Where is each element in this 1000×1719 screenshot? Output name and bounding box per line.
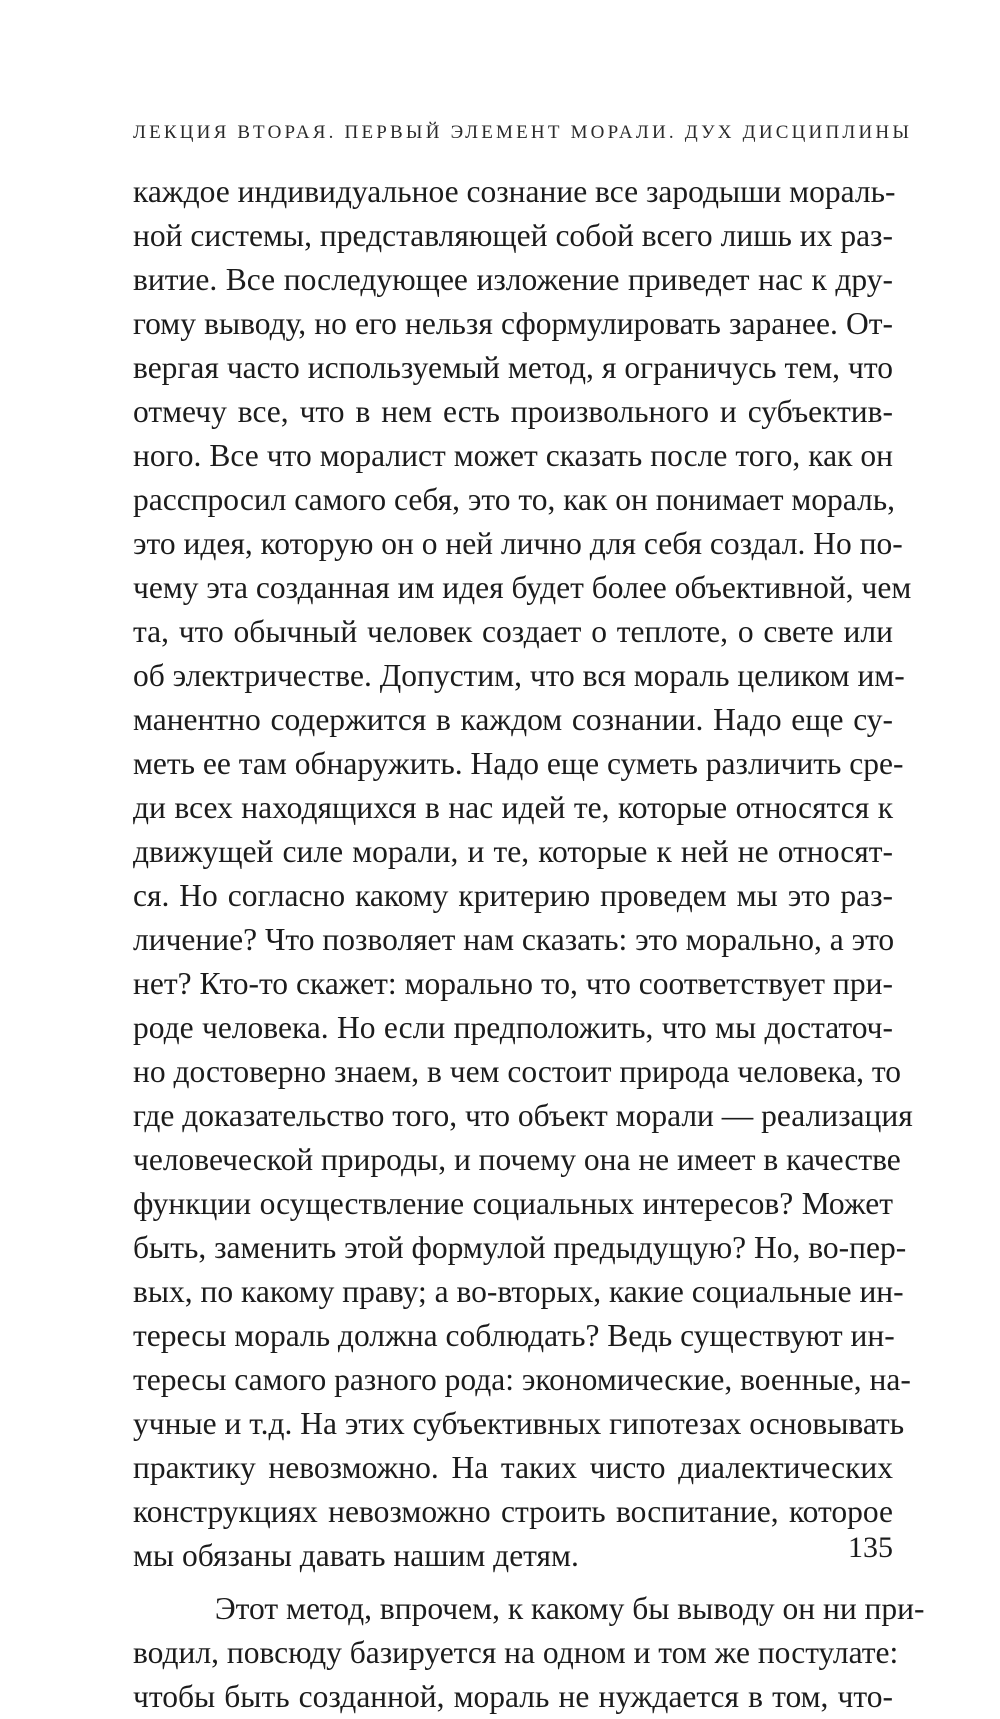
text-line: расспросил самого себя, это то, как он понимает мораль, [133,482,895,517]
text-line: личение? Что позволяет нам сказать: это морально, а это [133,922,895,957]
text-line: меть ее там обнаружить. Надо еще суметь различить сре- [133,746,904,781]
text-line: функции осуществление социальных интересов? Может [133,1186,893,1221]
text-line: тересы мораль должна соблюдать? Ведь существуют ин- [133,1318,895,1353]
text-line: роде человека. Но если предположить, что мы достаточ- [133,1010,893,1045]
text-line: мы обязаны давать нашим детям. [133,1538,579,1573]
text-line: тересы самого разного рода: экономические, военные, на- [133,1362,911,1397]
text-line: практику невозможно. На таких чисто диалектических [133,1450,893,1485]
text-line: Этот метод, впрочем, к какому бы выводу он ни при- [214,1591,925,1626]
text-line: вергая часто используемый метод, я ограничусь тем, что [133,350,893,385]
text-line: ди всех находящихся в нас идей те, которые относятся к [133,790,893,825]
paragraph-1 [133,170,913,1578]
text-line: быть, заменить этой формулой предыдущую? Но, во-пер- [133,1230,907,1265]
running-head: ЛЕКЦИЯ ВТОРАЯ. ПЕРВЫЙ ЭЛЕМЕНТ МОРАЛИ. ДУХ ДИСЦИПЛИНЫ [133,122,913,143]
text-line: вых, по какому праву; а во-вторых, какие социальные ин- [133,1274,904,1309]
text-line: витие. Все последующее изложение приведет нас к дру- [133,262,893,297]
page-number: 135 [848,1531,893,1564]
text-line: конструкциях невозможно строить воспитание, которое [133,1494,893,1529]
text-line: нет? Кто-то скажет: морально то, что соответствует при- [133,966,893,1001]
text-line: человеческой природы, и почему она не имеет в качестве [133,1142,901,1177]
text-line: отмечу все, что в нем есть произвольного и субъектив- [133,394,893,429]
text-line: ся. Но согласно какому критерию проведем мы это раз- [133,878,893,913]
text-line: чтобы быть созданной, мораль не нуждается в том, что- [133,1679,893,1714]
text-line: та, что обычный человек создает о теплоте, о свете или [133,614,893,649]
text-line: каждое индивидуальное сознание все зародыши мораль- [133,174,896,209]
text-line: гому выводу, но его нельзя сформулировать заранее. От- [133,306,893,341]
text-line: это идея, которую он о ней лично для себя создал. Но по- [133,526,903,561]
text-line: движущей силе морали, и те, которые к ней не относят- [133,834,893,869]
paragraph-2 [133,1587,925,1719]
text-line: об электричестве. Допустим, что вся мораль целиком им- [133,658,905,693]
text-line: ного. Все что моралист может сказать после того, как он [133,438,893,473]
text-line: ной системы, представляющей собой всего лишь их раз- [133,218,893,253]
text-line: учные и т.д. На этих субъективных гипотезах основывать [133,1406,905,1441]
text-line: манентно содержится в каждом сознании. Надо еще су- [133,702,893,737]
text-line: водил, повсюду базируется на одном и том же постулате: [133,1635,899,1670]
text-line: где доказательство того, что объект морали — реализация [133,1098,913,1133]
text-line: но достоверно знаем, в чем состоит природа человека, то [133,1054,902,1089]
text-line: чему эта созданная им идея будет более объективной, чем [133,570,912,605]
body-text [133,170,925,1719]
